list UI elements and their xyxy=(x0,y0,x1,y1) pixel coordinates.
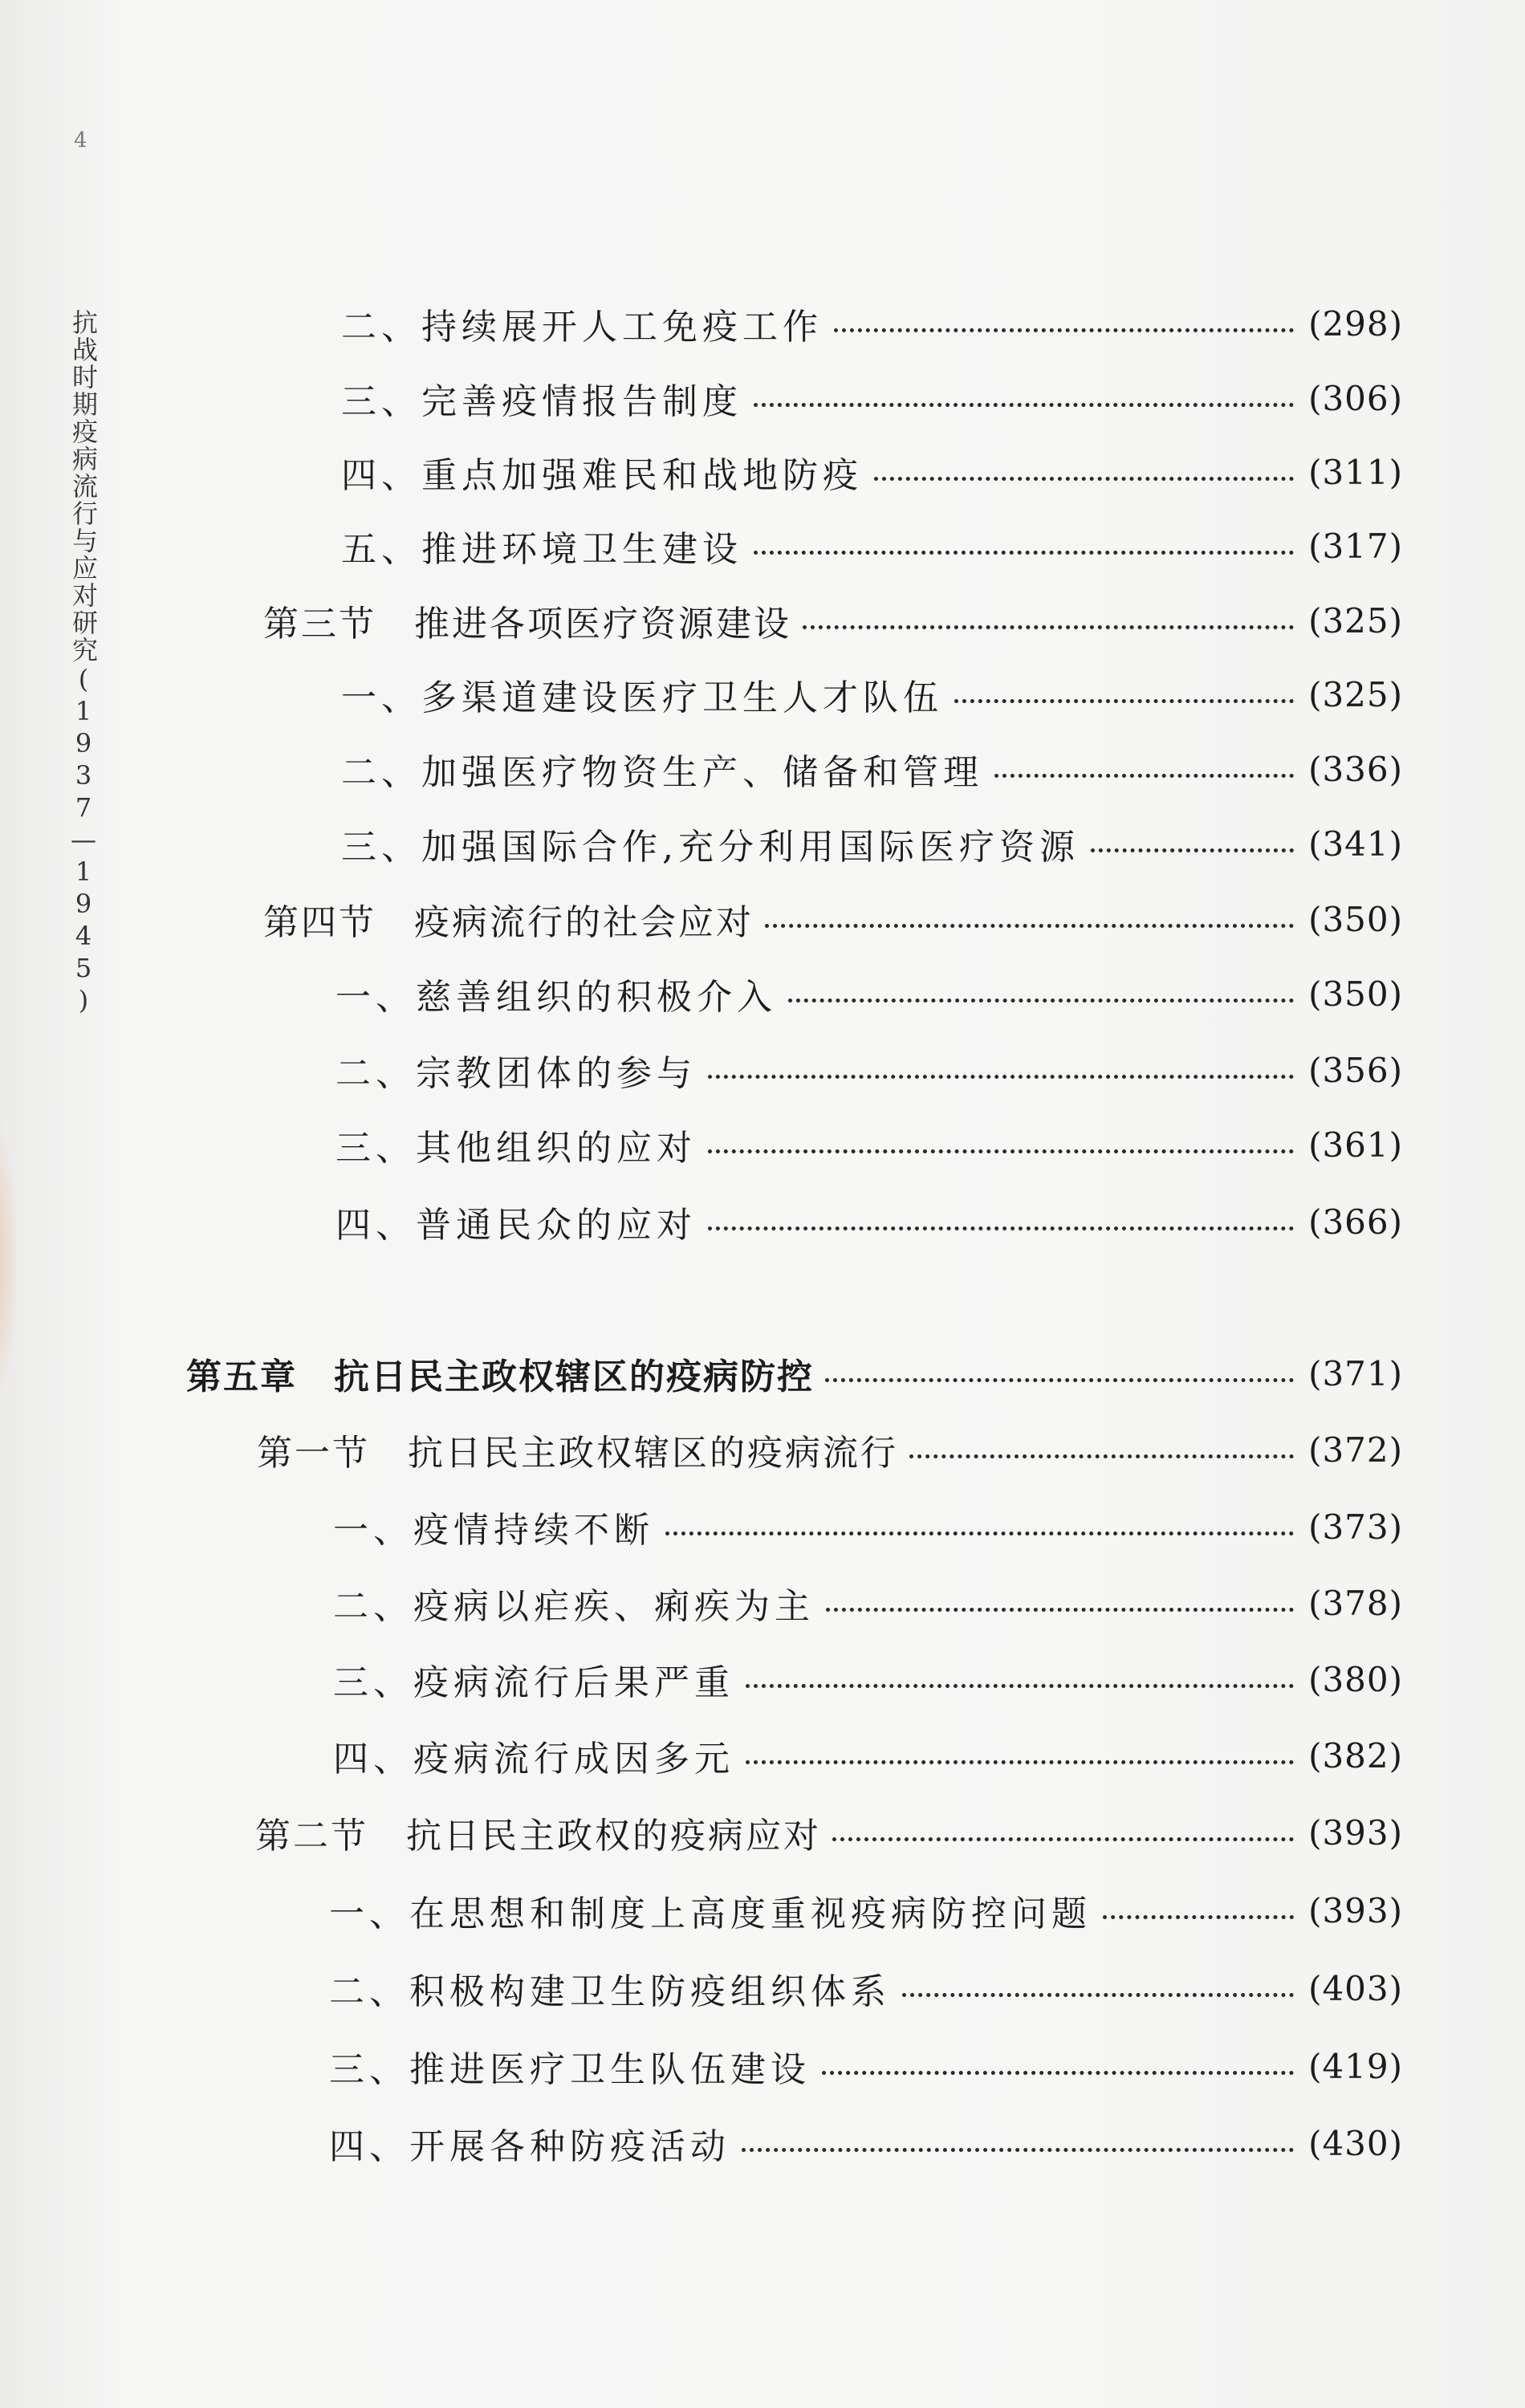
toc-entry[interactable] xyxy=(333,1651,1403,1707)
toc-leader-dots xyxy=(994,774,1294,778)
toc-entry-page: (341) xyxy=(1308,824,1403,864)
toc-entry[interactable] xyxy=(329,2038,1403,2094)
toc-entry-title: 四、疫病流行成因多元 xyxy=(333,1739,734,1780)
toc-entry-page: (336) xyxy=(1308,749,1403,789)
toc-entry-title: 五、推进环境卫生建设 xyxy=(341,529,742,570)
toc-entry[interactable] xyxy=(341,370,1403,426)
toc-entry-page: (373) xyxy=(1308,1507,1403,1547)
toc-section-page: (325) xyxy=(1308,600,1403,641)
toc-entry-title: 三、推进医疗卫生队伍建设 xyxy=(329,2049,811,2090)
toc-entry-page: (350) xyxy=(1308,974,1403,1014)
toc-section-title: 第三节 推进各项医疗资源建设 xyxy=(263,604,791,645)
toc-section[interactable] xyxy=(257,1422,1403,1478)
toc-entry-title: 一、疫情持续不断 xyxy=(333,1510,654,1551)
toc-leader-dots xyxy=(832,1837,1294,1841)
toc-leader-dots xyxy=(665,1531,1294,1536)
toc-entry[interactable] xyxy=(341,741,1403,797)
toc-entry[interactable] xyxy=(329,1960,1403,2016)
toc-entry-title: 三、疫病流行后果严重 xyxy=(333,1662,734,1703)
toc-entry-page: (380) xyxy=(1308,1659,1403,1699)
toc-entry-title: 二、加强医疗物资生产、储备和管理 xyxy=(341,752,983,793)
toc-entry[interactable] xyxy=(336,1194,1403,1250)
running-head: 抗战时期疫病流行与应对研究(1937—1945) xyxy=(68,309,99,1017)
toc-entry-title: 二、宗教团体的参与 xyxy=(336,1053,697,1094)
toc-entry[interactable] xyxy=(329,1882,1403,1938)
toc-entry[interactable] xyxy=(329,2115,1403,2171)
toc-entry[interactable] xyxy=(341,444,1403,500)
toc-section[interactable] xyxy=(255,1804,1403,1861)
toc-section[interactable] xyxy=(263,592,1403,649)
toc-section-title: 第四节 疫病流行的社会应对 xyxy=(263,902,754,943)
toc-entry-page: (366) xyxy=(1308,1202,1403,1242)
toc-entry-title: 三、加强国际合作,充分利用国际医疗资源 xyxy=(341,827,1080,868)
toc-entry-page: (361) xyxy=(1308,1125,1403,1165)
toc-entry-page: (393) xyxy=(1308,1890,1403,1930)
toc-entry-title: 四、普通民众的应对 xyxy=(336,1205,697,1246)
toc-entry-page: (378) xyxy=(1308,1583,1403,1623)
toc-section-page: (393) xyxy=(1308,1812,1403,1853)
toc-leader-dots xyxy=(765,924,1294,928)
toc-section-page: (350) xyxy=(1308,899,1403,939)
toc-leader-dots xyxy=(746,1760,1294,1764)
toc-entry-page: (430) xyxy=(1308,2123,1403,2163)
toc-entry[interactable] xyxy=(341,666,1403,722)
toc-leader-dots xyxy=(708,1226,1294,1230)
toc-entry-page: (311) xyxy=(1308,452,1403,492)
toc-entry-page: (382) xyxy=(1308,1735,1403,1775)
toc-entry-page: (325) xyxy=(1308,674,1403,714)
toc-leader-dots xyxy=(834,328,1294,332)
toc-entry-page: (419) xyxy=(1308,2046,1403,2086)
toc-entry-page: (298) xyxy=(1308,303,1403,344)
toc-leader-dots xyxy=(826,1608,1294,1612)
toc-entry-title: 二、疫病以疟疾、痢疾为主 xyxy=(333,1586,815,1627)
toc-leader-dots xyxy=(788,999,1294,1003)
toc-entry-title: 二、积极构建卫生防疫组织体系 xyxy=(329,1971,891,2012)
toc-leader-dots xyxy=(708,1149,1294,1153)
toc-leader-dots xyxy=(708,1075,1294,1079)
toc-leader-dots xyxy=(1091,848,1294,852)
toc-entry[interactable] xyxy=(333,1727,1403,1784)
toc-entry-title: 一、多渠道建设医疗卫生人才队伍 xyxy=(341,677,943,718)
toc-section[interactable] xyxy=(263,891,1403,947)
toc-entry-page: (317) xyxy=(1308,526,1403,566)
toc-leader-dots xyxy=(803,625,1294,629)
toc-leader-dots xyxy=(746,1684,1294,1688)
toc-leader-dots xyxy=(742,2148,1294,2152)
toc-chapter[interactable] xyxy=(186,1345,1403,1401)
page-number: 4 xyxy=(74,128,87,153)
toc-entry-title: 四、开展各种防疫活动 xyxy=(329,2126,730,2167)
toc-entry[interactable] xyxy=(336,966,1403,1022)
toc-entry-title: 二、持续展开人工免疫工作 xyxy=(341,307,823,348)
toc-entry[interactable] xyxy=(341,295,1403,352)
toc-entry-title: 一、慈善组织的积极介入 xyxy=(336,977,777,1018)
toc-leader-dots xyxy=(874,477,1294,481)
toc-entry-page: (356) xyxy=(1308,1050,1403,1090)
toc-leader-dots xyxy=(754,551,1294,555)
toc-leader-dots xyxy=(954,699,1294,703)
toc-section-title: 第二节 抗日民主政权的疫病应对 xyxy=(255,1816,821,1857)
toc-entry[interactable] xyxy=(333,1499,1403,1555)
toc-entry-title: 三、其他组织的应对 xyxy=(336,1128,697,1169)
toc-section-page: (372) xyxy=(1308,1430,1403,1470)
toc-leader-dots xyxy=(909,1454,1294,1458)
toc-entry-page: (306) xyxy=(1308,378,1403,418)
toc-entry[interactable] xyxy=(336,1042,1403,1098)
toc-leader-dots xyxy=(822,2071,1294,2075)
toc-leader-dots xyxy=(1103,1915,1294,1919)
toc-section-title: 第一节 抗日民主政权辖区的疫病流行 xyxy=(257,1433,898,1474)
toc-leader-dots xyxy=(825,1378,1294,1382)
toc-entry[interactable] xyxy=(336,1117,1403,1173)
toc-entry-title: 一、在思想和制度上高度重视疫病防控问题 xyxy=(329,1893,1092,1934)
toc-entry[interactable] xyxy=(341,518,1403,574)
toc-entry-title: 三、完善疫情报告制度 xyxy=(341,381,742,422)
toc-entry[interactable] xyxy=(341,816,1403,872)
toc-entry-page: (403) xyxy=(1308,1968,1403,2008)
toc-entry-title: 四、重点加强难民和战地防疫 xyxy=(341,455,863,496)
toc-leader-dots xyxy=(902,1993,1294,1997)
toc-chapter-page: (371) xyxy=(1308,1353,1403,1393)
toc-chapter-title: 第五章 抗日民主政权辖区的疫病防控 xyxy=(186,1357,814,1397)
toc-entry[interactable] xyxy=(333,1575,1403,1631)
toc-leader-dots xyxy=(754,403,1294,407)
